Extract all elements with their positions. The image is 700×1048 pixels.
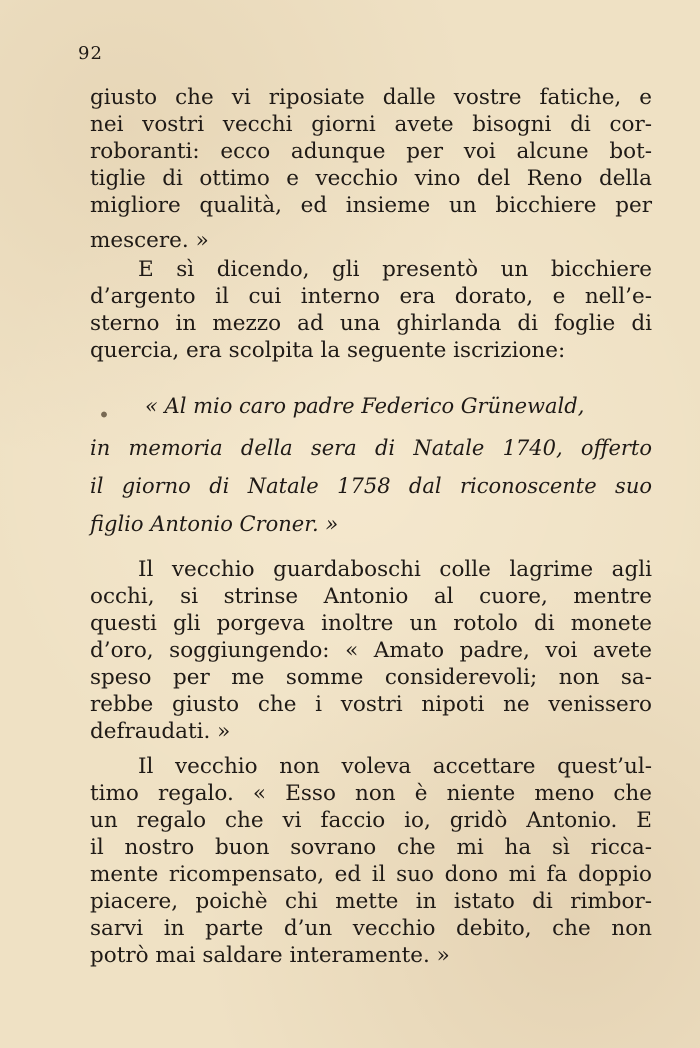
inscription-line: il giorno di Natale 1758 dal riconoscente suo (90, 474, 652, 498)
text-line: un regalo che vi faccio io, gridò Antonio. E (90, 808, 652, 833)
ink-spot-icon (96, 405, 112, 423)
text-line: tiglie di ottimo e vecchio vino del Reno della (90, 166, 652, 191)
paragraph-first-line: Il vecchio non voleva accettare quest’ul- (138, 754, 652, 779)
text-line: timo regalo. « Esso non è niente meno che (90, 781, 652, 806)
text-line: nei vostri vecchi giorni avete bisogni di cor- (90, 112, 652, 137)
paragraph-first-line: Il vecchio guardaboschi colle lagrime agli (138, 557, 652, 582)
text-line: quercia, era scolpita la seguente iscrizione: (90, 338, 566, 363)
text-line: migliore qualità, ed insieme un bicchiere per (90, 193, 652, 218)
text-line: mescere. » (90, 228, 209, 253)
text-line: questi gli porgeva inoltre un rotolo di monete (90, 611, 652, 636)
paragraph-first-line: E sì dicendo, gli presentò un bicchiere (138, 257, 652, 282)
inscription-line: figlio Antonio Croner. » (90, 512, 339, 536)
inscription-line: in memoria della sera di Natale 1740, offerto (90, 436, 652, 460)
text-line: il nostro buon sovrano che mi ha sì ricca- (90, 835, 652, 860)
text-line: mente ricompensato, ed il suo dono mi fa doppio (90, 862, 652, 887)
text-line: roboranti: ecco adunque per voi alcune bot- (90, 139, 652, 164)
text-line: sarvi in parte d’un vecchio debito, che non (90, 916, 652, 941)
text-line: rebbe giusto che i vostri nipoti ne venissero (90, 692, 652, 717)
text-line: defraudati. » (90, 719, 231, 744)
text-line: potrò mai saldare interamente. » (90, 943, 450, 968)
text-line: d’argento il cui interno era dorato, e nell’e- (90, 284, 652, 309)
text-line: piacere, poichè chi mette in istato di rimbor- (90, 889, 652, 914)
text-line: occhi, si strinse Antonio al cuore, mentre (90, 584, 652, 609)
text-line: d’oro, soggiungendo: « Amato padre, voi avete (90, 638, 652, 663)
inscription-line: « Al mio caro padre Federico Grünewald, (145, 394, 585, 418)
text-line: sterno in mezzo ad una ghirlanda di foglie di (90, 311, 652, 336)
text-line: giusto che vi riposiate dalle vostre fatiche, e (90, 85, 652, 110)
page-number: 92 (78, 43, 103, 64)
text-line: speso per me somme considerevoli; non sa- (90, 665, 652, 690)
